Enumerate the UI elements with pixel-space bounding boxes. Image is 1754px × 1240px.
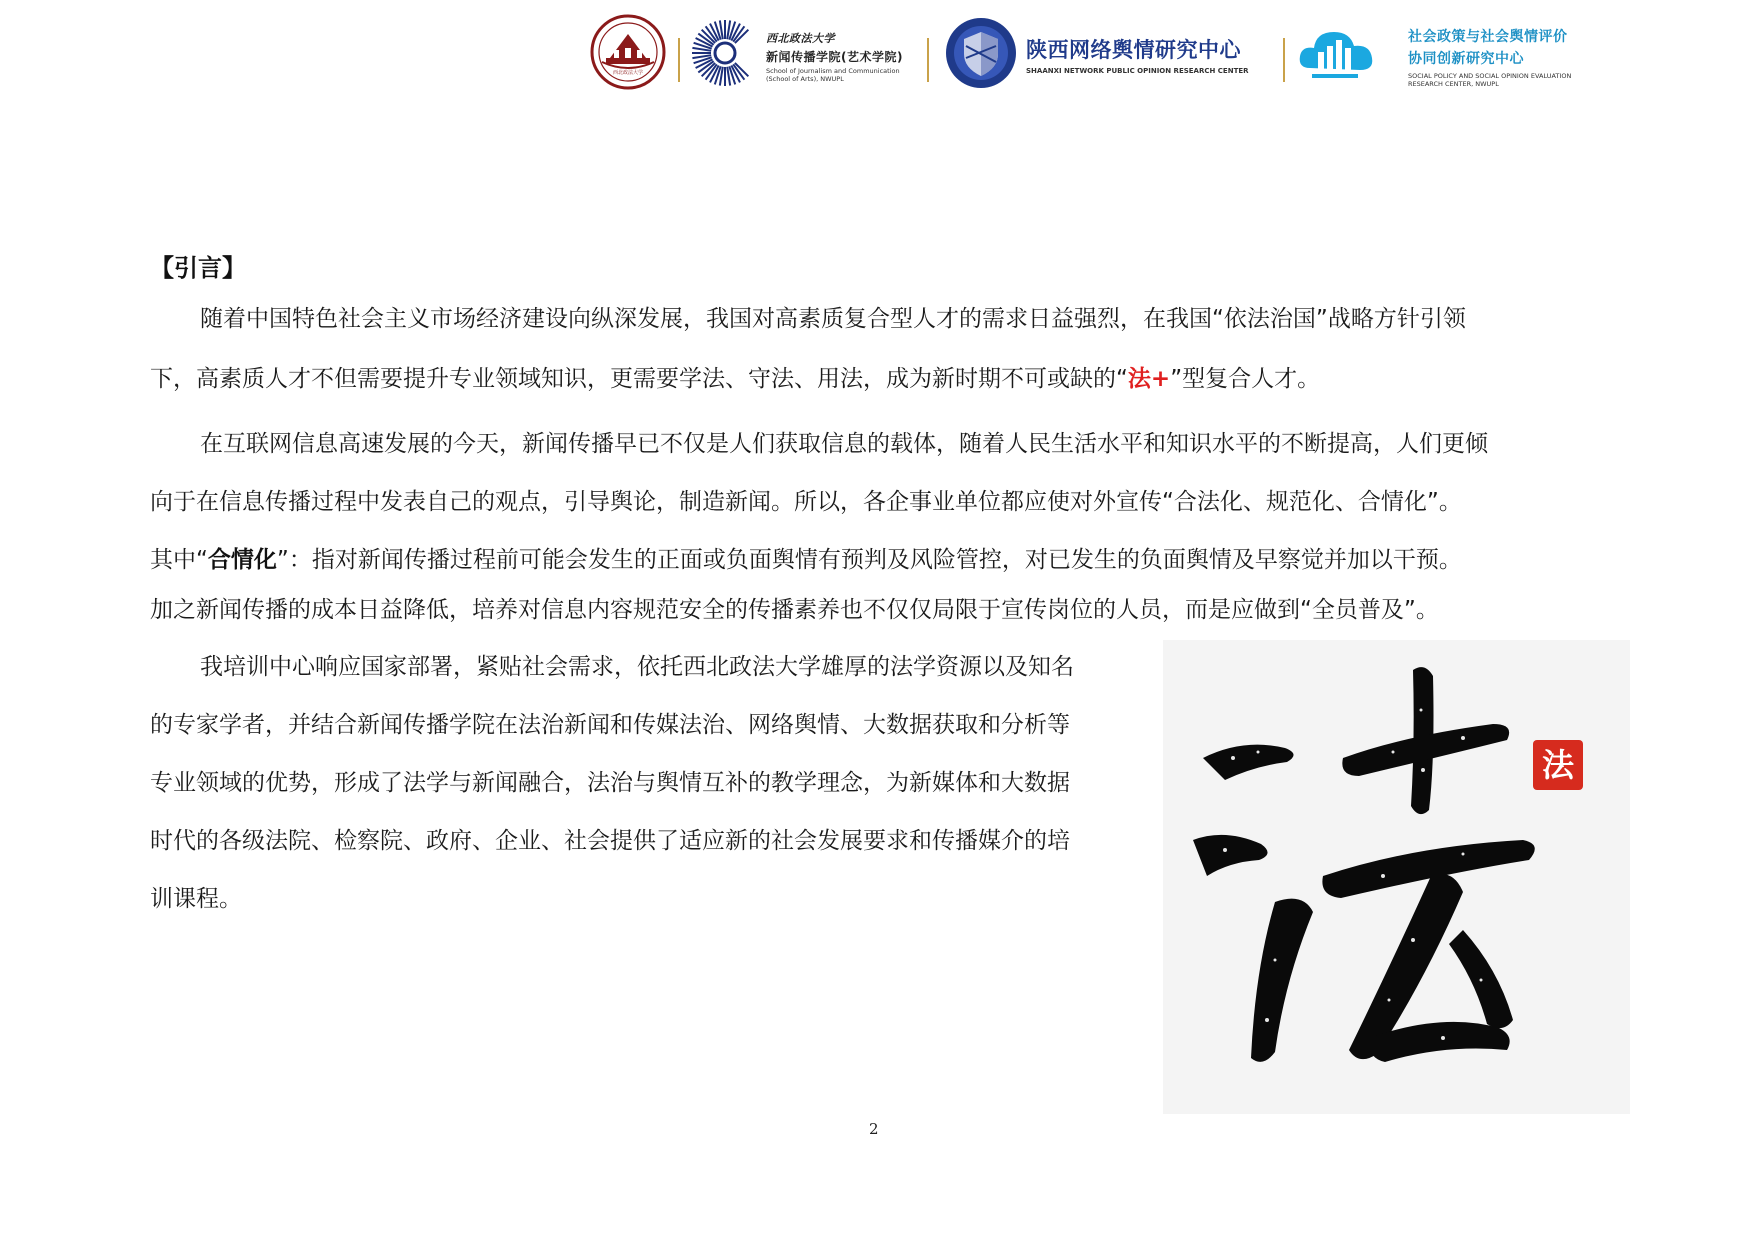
- paragraph-2-line-2: 向于在信息传播过程中发表自己的观点，引导舆论，制造新闻。所以，各企事业单位都应使对外宣传“合法化、规范化、合情化”。: [150, 489, 1462, 515]
- fa-plus-highlight: 法+: [1127, 366, 1171, 392]
- social-policy-en-1: SOCIAL POLICY AND SOCIAL OPINION EVALUATION: [1408, 72, 1572, 80]
- intro-paragraph-1: [150, 300, 1610, 420]
- paragraph-3-line-3: 专业领域的优势，形成了法学与新闻融合，法治与舆情互补的教学理念，为新媒体和大数据: [150, 770, 1070, 796]
- seal-glyph: 法: [1541, 746, 1575, 784]
- journalism-school-university: 西北政法大学: [766, 32, 835, 45]
- social-policy-name-2: 协同创新研究中心: [1408, 51, 1524, 67]
- paragraph-1-line-2-end: ”型复合人才。: [1170, 366, 1321, 392]
- journalism-school-en-2: (School of Arts), NWUPL: [766, 75, 844, 83]
- paragraph-3-line-5: 训课程。: [150, 886, 242, 912]
- shaanxi-center-emblem: [944, 16, 1018, 90]
- university-seal-logo: [590, 14, 666, 90]
- shaanxi-center-text: [1026, 34, 1249, 75]
- section-title: 【引言】: [150, 254, 246, 282]
- social-policy-name-1: 社会政策与社会舆情评价: [1408, 29, 1568, 45]
- paragraph-2-line-1: 在互联网信息高速发展的今天，新闻传播早已不仅是人们获取信息的载体，随着人民生活水平和知识水平的不断提高，人们更倾: [200, 431, 1488, 457]
- paragraph-3-line-1: 我培训中心响应国家部署，紧贴社会需求，依托西北政法大学雄厚的法学资源以及知名: [200, 654, 1074, 680]
- page-number: 2: [869, 1120, 879, 1138]
- paragraph-1-line-2: [150, 360, 1320, 393]
- paragraph-2-line-4: 加之新闻传播的成本日益降低，培养对信息内容规范安全的传播素养也不仅仅局限于宣传岗位的人员，而是应做到“全员普及”。: [150, 597, 1439, 623]
- logo-divider: [1283, 38, 1285, 82]
- fa-calligraphy-image: [1163, 640, 1630, 1114]
- social-policy-en-2: RESEARCH CENTER, NWUPL: [1408, 80, 1499, 88]
- intro-paragraph-3: [150, 648, 1150, 938]
- heqinghua-highlight: 合情化: [207, 547, 277, 573]
- paragraph-1-line-2-text: 下，高素质人才不但需要提升专业领域知识，更需要学法、守法、用法，成为新时期不可或缺的“: [150, 366, 1128, 392]
- paragraph-3-line-4: 时代的各级法院、检察院、政府、企业、社会提供了适应新的社会发展要求和传播媒介的培: [150, 828, 1070, 854]
- paragraph-2-line-3-text: ”：指对新闻传播过程前可能会发生的正面或负面舆情有预判及风险管控，对已发生的负面舆情及早察觉并加以干预。: [276, 547, 1462, 573]
- header-logo-bar: [590, 10, 1620, 100]
- shaanxi-center-name: 陕西网络舆情研究中心: [1026, 38, 1241, 62]
- paragraph-3-line-2: 的专家学者，并结合新闻传播学院在法治新闻和传媒法治、网络舆情、大数据获取和分析等: [150, 712, 1070, 738]
- logo-divider: [678, 38, 680, 82]
- paragraph-2-line-3: [150, 541, 1462, 574]
- seal-caption: 西北政法大学: [612, 70, 643, 76]
- paragraph-2-line-3-start: 其中“: [150, 547, 208, 573]
- intro-paragraph-2: [150, 425, 1610, 625]
- journalism-school-emblem: [690, 18, 760, 88]
- shaanxi-center-en: SHAANXI NETWORK PUBLIC OPINION RESEARCH CENTER: [1026, 67, 1249, 75]
- paragraph-1-line-1: 随着中国特色社会主义市场经济建设向纵深发展，我国对高素质复合型人才的需求日益强烈，在我国“依法治国”战略方针引领: [200, 306, 1466, 332]
- journalism-school-en-1: School of Journalism and Communication: [766, 67, 900, 75]
- social-policy-emblem: [1296, 22, 1376, 86]
- journalism-school-name: 新闻传播学院(艺术学院): [766, 50, 903, 64]
- journalism-school-text: [766, 30, 903, 83]
- social-policy-text: [1408, 26, 1571, 88]
- logo-divider: [927, 38, 929, 82]
